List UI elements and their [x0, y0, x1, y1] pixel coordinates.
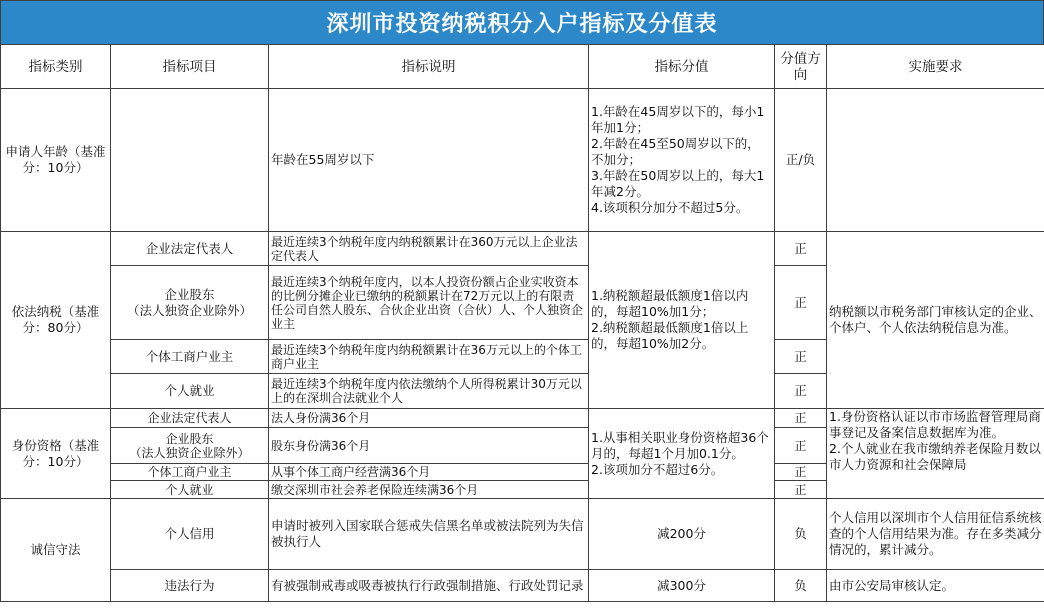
item-identity-0: 企业法定代表人 [111, 409, 269, 428]
requirement-integrity-1: 由市公安局审核认定。 [827, 570, 1044, 602]
item-tax-1: 企业股东 （法人独资企业除外） [111, 266, 269, 340]
header-requirement: 实施要求 [827, 45, 1044, 89]
direction-integrity-0: 负 [775, 499, 827, 570]
item-tax-2: 个体工商户业主 [111, 340, 269, 374]
table-row [1, 499, 1044, 570]
desc-integrity-1: 有被强制戒毒或吸毒被执行行政强制措施、行政处罚记录 [269, 570, 589, 602]
direction-integrity-1: 负 [775, 570, 827, 602]
score-integrity-1: 减300分 [589, 570, 775, 602]
desc-age: 年龄在55周岁以下 [269, 89, 589, 232]
direction-tax-2: 正 [775, 340, 827, 374]
requirement-age [827, 89, 1044, 232]
score-tax: 1.纳税额超最低额度1倍以内的，每超10%加1分； 2.纳税额超最低额度1倍以上的，每超10%加2分。 [589, 232, 775, 409]
item-identity-3: 个人就业 [111, 481, 269, 499]
table-row [1, 89, 1044, 232]
header-row [1, 45, 1044, 89]
item-tax-3: 个人就业 [111, 374, 269, 409]
direction-tax-0: 正 [775, 232, 827, 266]
category-age: 申请人年龄（基准分：10分） [1, 89, 111, 232]
requirement-tax: 纳税额以市税务部门审核认定的企业、个体户、个人依法纳税信息为准。 [827, 232, 1044, 409]
desc-identity-0: 法人身份满36个月 [269, 409, 589, 428]
desc-identity-2: 从事个体工商户经营满36个月 [269, 464, 589, 481]
direction-identity-1: 正 [775, 428, 827, 464]
desc-tax-0: 最近连续3个纳税年度内纳税额累计在360万元以上企业法定代表人 [269, 232, 589, 266]
direction-identity-0: 正 [775, 409, 827, 428]
direction-identity-3: 正 [775, 481, 827, 499]
desc-tax-2: 最近连续3个纳税年度内纳税额累计在36万元以上的个体工商户业主 [269, 340, 589, 374]
direction-tax-3: 正 [775, 374, 827, 409]
header-category: 指标类别 [1, 45, 111, 89]
header-item: 指标项目 [111, 45, 269, 89]
table-row [1, 232, 1044, 266]
score-integrity-0: 减200分 [589, 499, 775, 570]
item-tax-0: 企业法定代表人 [111, 232, 269, 266]
item-integrity-0: 个人信用 [111, 499, 269, 570]
desc-tax-1: 最近连续3个纳税年度内，以本人投资份额占企业实收资本的比例分摊企业已缴纳的税额累计在72万元以上的有限责任公司自然人股东、合伙企业出资（合伙）人、个人独资企业主 [269, 266, 589, 340]
table-row [1, 570, 1044, 602]
page-title: 深圳市投资纳税积分入户指标及分值表 [0, 0, 1044, 44]
score-identity: 1.从事相关职业身份资格超36个月的，每超1个月加0.1分。 2.该项加分不超过6分。 [589, 409, 775, 499]
category-tax: 依法纳税（基准分：80分） [1, 232, 111, 409]
header-desc: 指标说明 [269, 45, 589, 89]
category-identity: 身份资格（基准分：10分） [1, 409, 111, 499]
desc-integrity-0: 申请时被列入国家联合惩戒失信黑名单或被法院列为失信被执行人 [269, 499, 589, 570]
item-integrity-1: 违法行为 [111, 570, 269, 602]
indicator-table [0, 44, 1044, 602]
category-integrity: 诚信守法 [1, 499, 111, 602]
item-identity-2: 个体工商户业主 [111, 464, 269, 481]
requirement-identity: 1.身份资格认证以市市场监督管理局商事登记及备案信息数据库为准。 2.个人就业在我市缴纳养老保险月数以市人力资源和社会保障局 [827, 409, 1044, 499]
header-score: 指标分值 [589, 45, 775, 89]
desc-identity-1: 股东身份满36个月 [269, 428, 589, 464]
desc-tax-3: 最近连续3个纳税年度内依法缴纳个人所得税累计30万元以上的在深圳合法就业个人 [269, 374, 589, 409]
direction-identity-2: 正 [775, 464, 827, 481]
table-row [1, 409, 1044, 428]
direction-tax-1: 正 [775, 266, 827, 340]
score-age: 1.年龄在45周岁以下的，每小1年加1分； 2.年龄在45至50周岁以下的，不加分； 3.年龄在50周岁以上的，每大1年减2分。 4.该项积分加分不超过5分。 [589, 89, 775, 232]
item-identity-1: 企业股东 （法人独资企业除外） [111, 428, 269, 464]
requirement-integrity-0: 个人信用以深圳市个人信用征信系统核查的个人信用结果为准。存在多类减分情况的，累计减分。 [827, 499, 1044, 570]
item-age [111, 89, 269, 232]
direction-age: 正/负 [775, 89, 827, 232]
header-direction: 分值方向 [775, 45, 827, 89]
desc-identity-3: 缴交深圳市社会养老保险连续满36个月 [269, 481, 589, 499]
